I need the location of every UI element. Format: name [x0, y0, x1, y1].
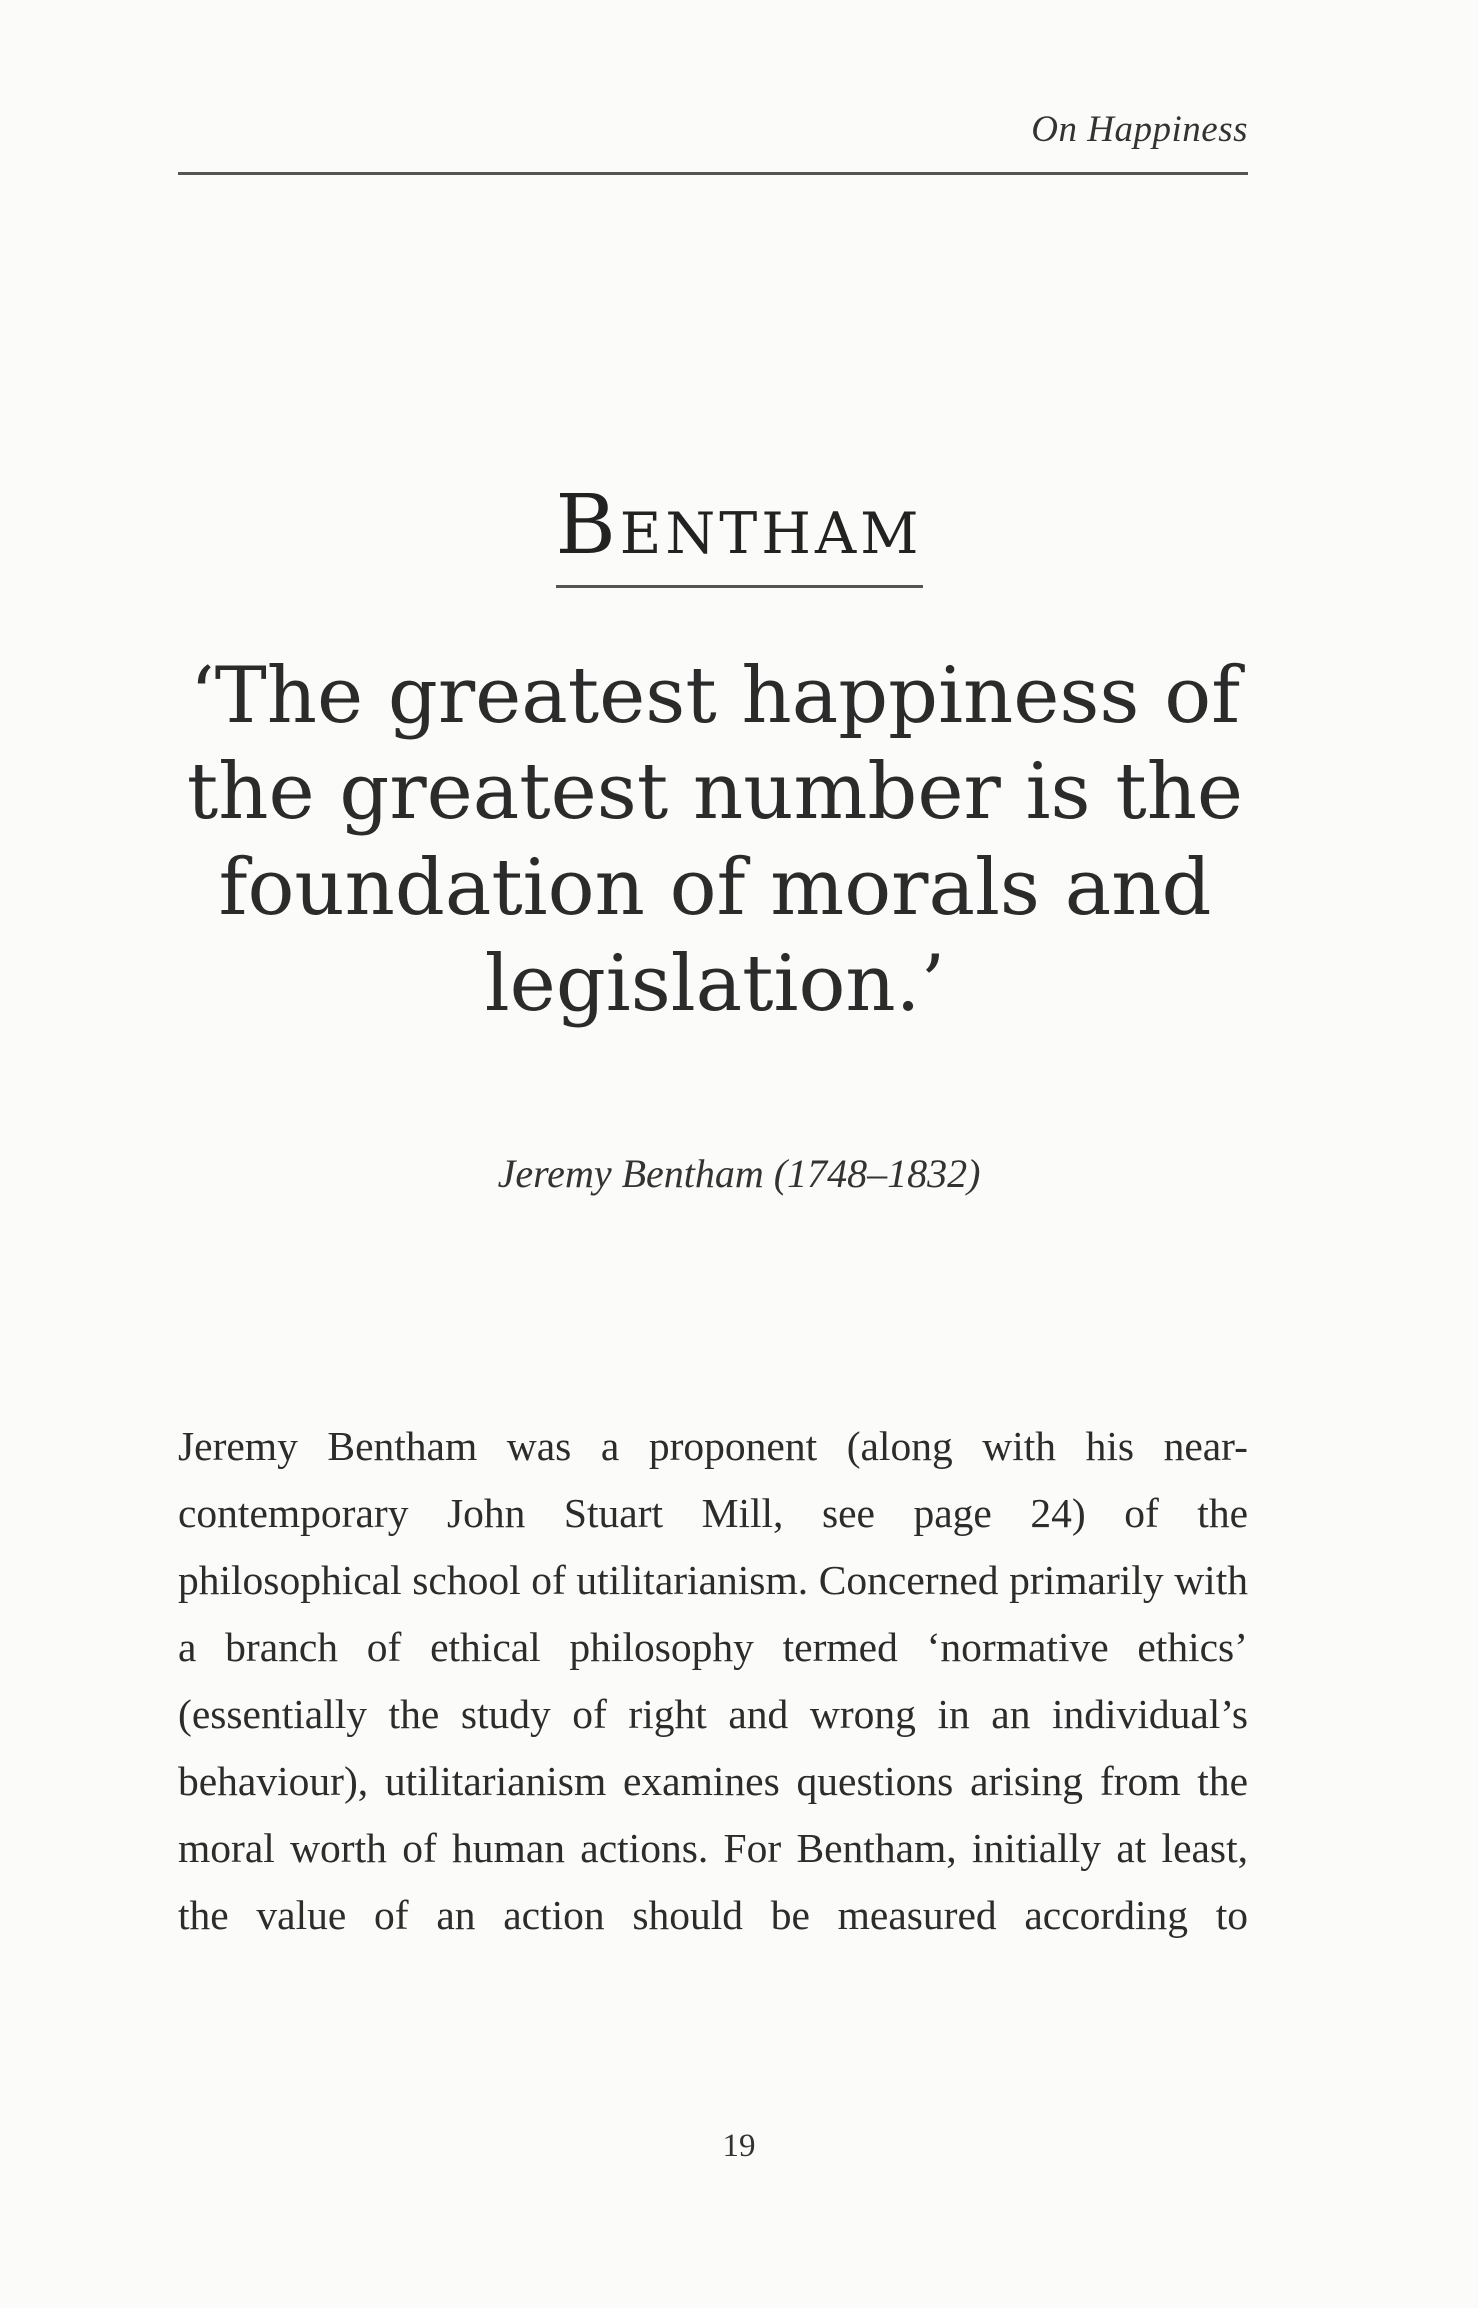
chapter-title-block [0, 430, 1478, 643]
epigraph-quote: ‘The greatest happiness of the greatest number is the foundation of morals and legislation.’ [186, 651, 1244, 1029]
page-number: 19 [722, 2128, 756, 2164]
chapter-title: Bentham [556, 485, 923, 588]
body-paragraph: Jeremy Bentham was a proponent (along with his near-contemporary John Stuart Mill, see page 24) of the philosophical school of utilitarianism. Concerned primarily with a branch of ethical philosophy termed ‘normative ethics’ (essentially the study of right and wrong in an individual’s behaviour), utilitarianism examines questions arising from the moral worth of human actions. For Bentham, initially at least, the value of an action should be measured according to [178, 1423, 1248, 1938]
running-head: On Happiness [1031, 109, 1248, 150]
quote-attribution: Jeremy Bentham (1748–1832) [497, 1151, 981, 1196]
header-rule [178, 172, 1248, 175]
